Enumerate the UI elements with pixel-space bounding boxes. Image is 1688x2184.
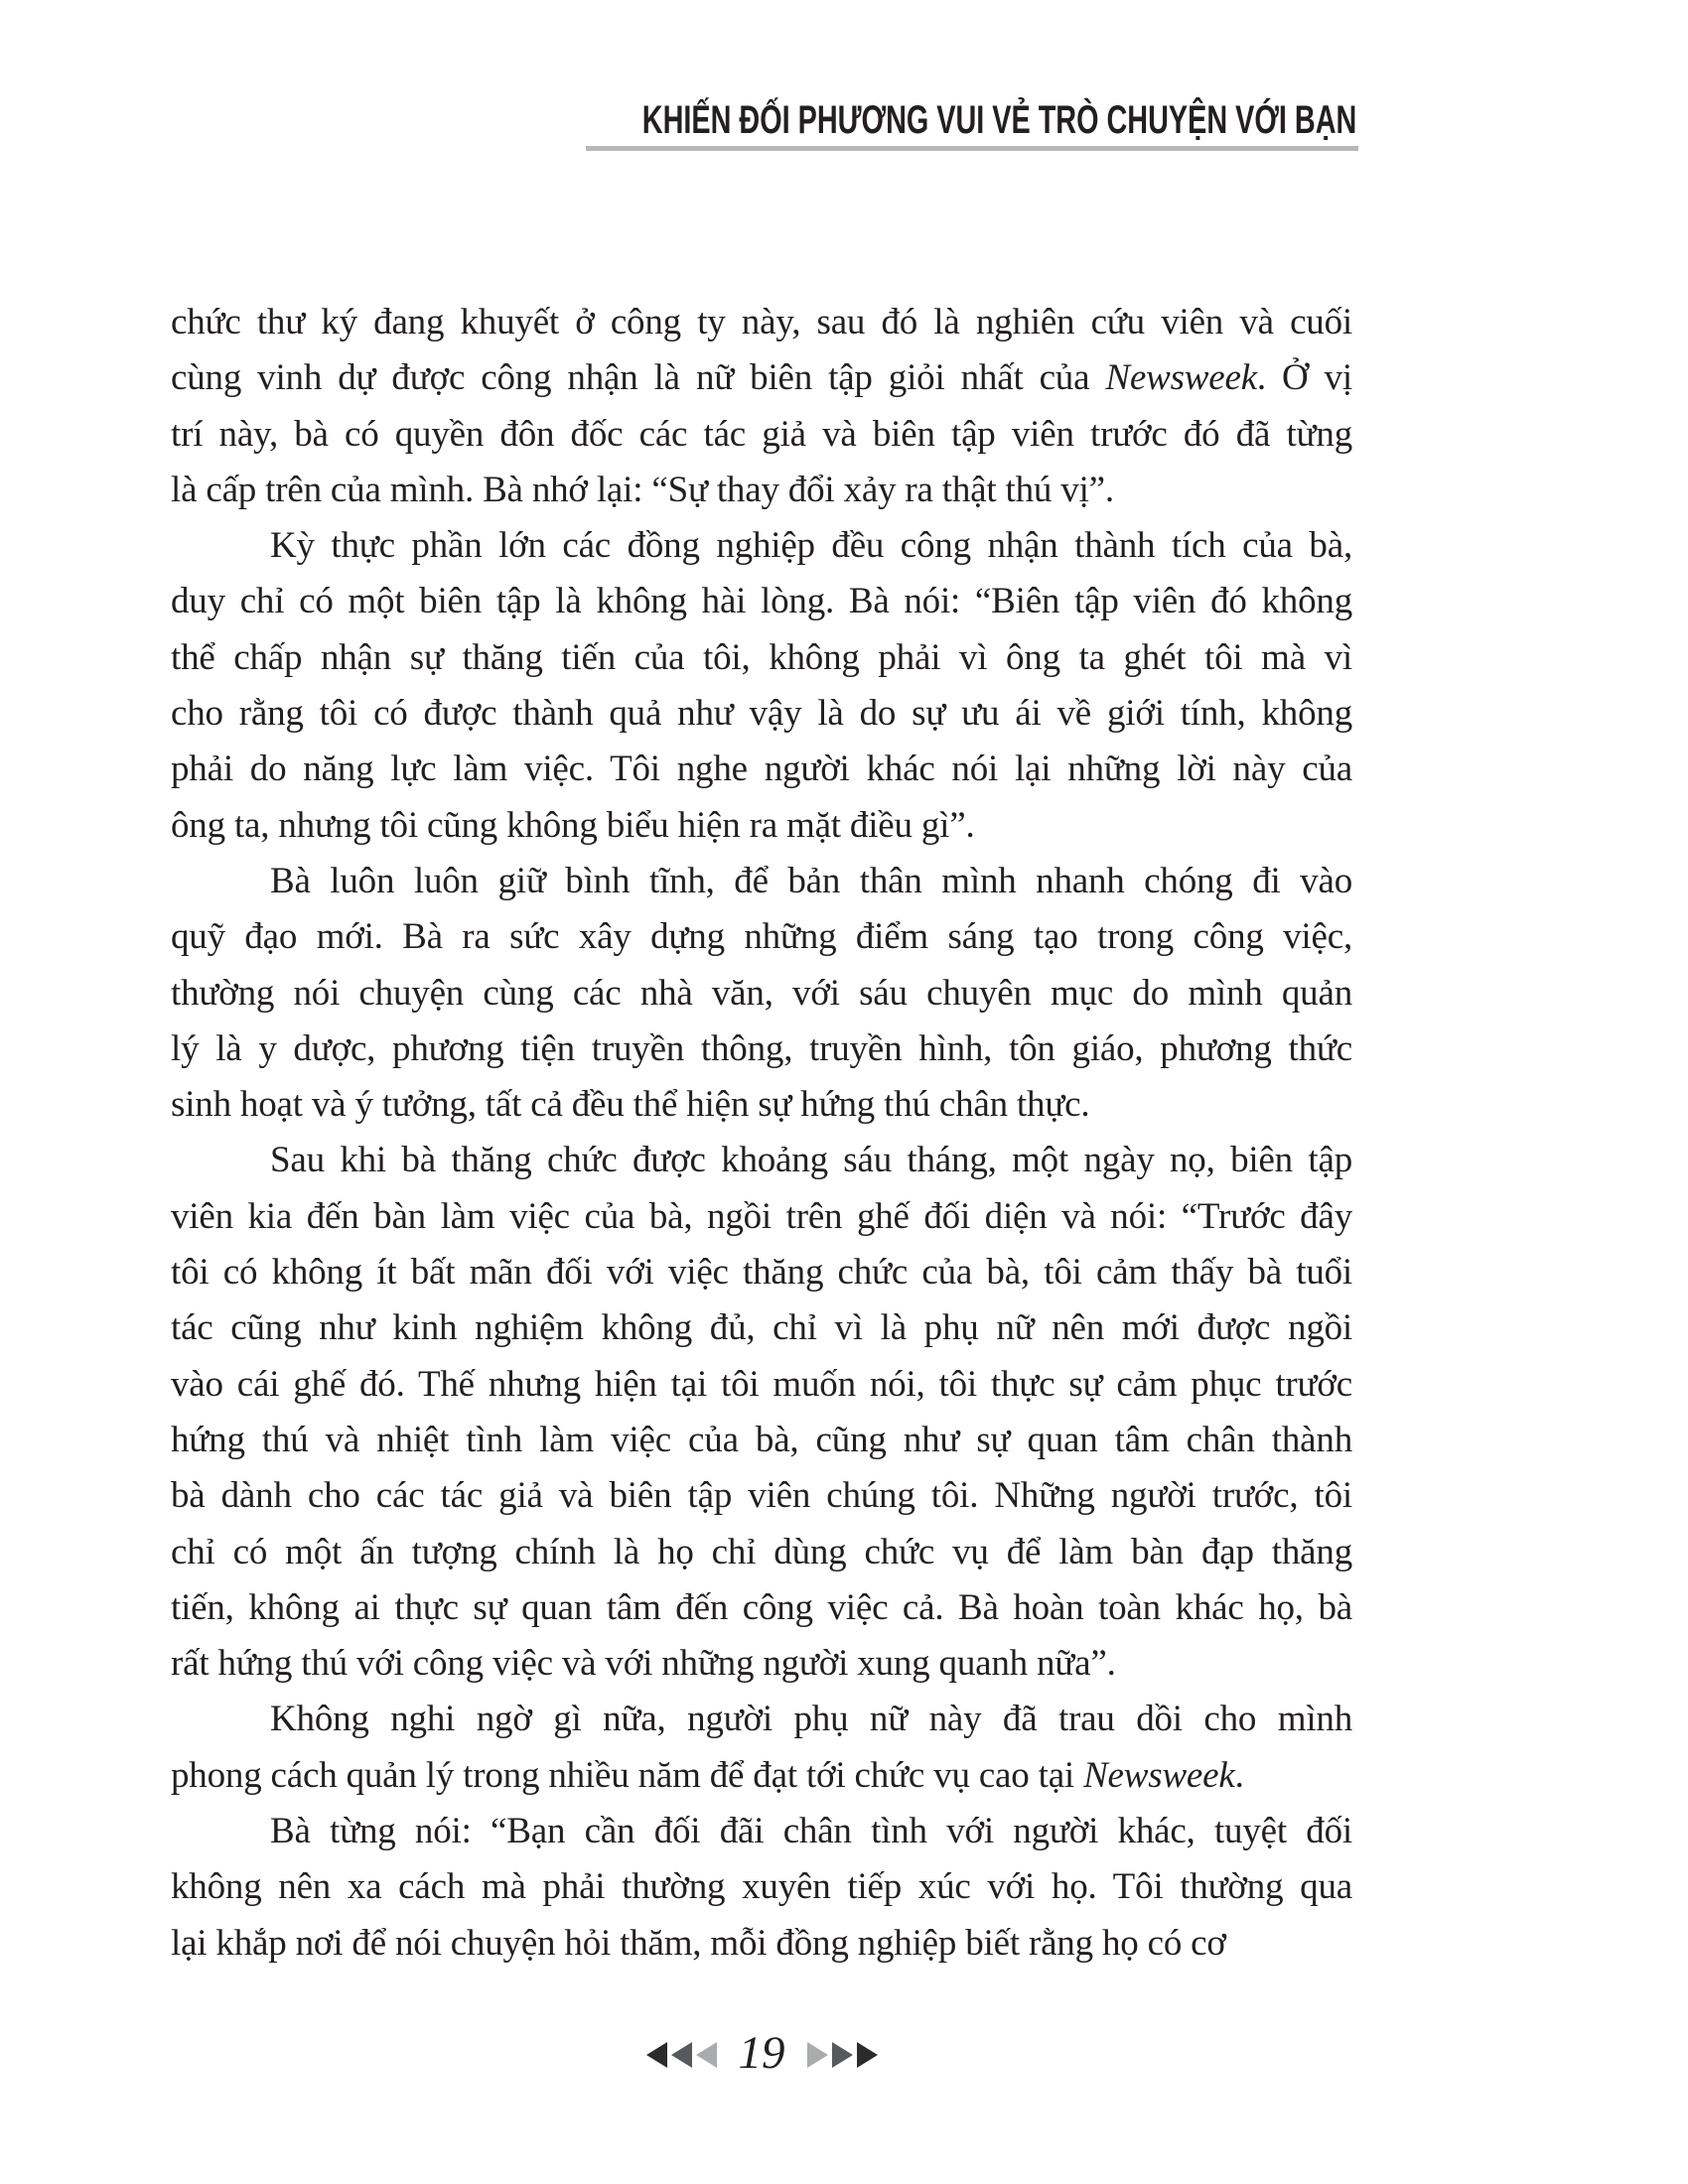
text-line: vào cái ghế đó. Thế nhưng hiện tại tôi muốn nói, tôi thực sự cảm phục trước [171,1363,1352,1405]
text-line: lý là y dược, phương tiện truyền thông, truyền hình, tôn giáo, phương thức [171,1027,1352,1069]
text-line: chức thư ký đang khuyết ở công ty này, sau đó là nghiên cứu viên và cuối [171,302,1352,342]
text-line: Sau khi bà thăng chức được khoảng sáu tháng, một ngày nọ, biên tập [270,1140,1352,1181]
right-triangle-icon-dark [857,2042,878,2068]
text-line: tôi có không ít bất mãn đối với việc thăng chức của bà, tôi cảm thấy bà tuổi [171,1252,1352,1294]
paragraph [171,854,1352,1133]
text-line: không nên xa cách mà phải thường xuyên tiếp xúc với họ. Tôi thường qua [171,1866,1352,1908]
left-triangle-icon-light [696,2042,717,2068]
right-triangle-icon-light [807,2042,828,2068]
text-line: hứng thú và nhiệt tình làm việc của bà, cũng như sự quan tâm chân thành [171,1419,1352,1460]
text-line: cho rằng tôi có được thành quả như vậy là do sự ưu ái về giới tính, không [171,693,1352,735]
text-line: rất hứng thú với công việc và với những người xung quanh nữa”. [171,1643,1116,1685]
paragraph [171,1692,1352,1804]
text-line: Bà từng nói: “Bạn cần đối đãi chân tình với người khác, tuyệt đối [270,1811,1352,1852]
text-line: quỹ đạo mới. Bà ra sức xây dựng những điểm sáng tạo trong công việc, [171,916,1352,958]
text-line: chỉ có một ấn tượng chính là họ chỉ dùng chức vụ để làm bàn đạp thăng [171,1531,1352,1572]
text-line: cùng vinh dự được công nhận là nữ biên tập giỏi nhất của Newsweek. Ở vị [171,357,1352,399]
left-triangle-icon-medium [671,2042,692,2068]
text-line: duy chỉ có một biên tập là không hài lòng. Bà nói: “Biên tập viên đó không [171,581,1352,622]
left-triangle-icon-dark [646,2042,667,2068]
text-line: bà dành cho các tác giả và biên tập viên chúng tôi. Những người trước, tôi [171,1475,1352,1517]
text-line: thể chấp nhận sự thăng tiến của tôi, không phải vì ông ta ghét tôi mà vì [171,636,1352,678]
text-line: thường nói chuyện cùng các nhà văn, với sáu chuyên mục do mình quản [171,972,1352,1014]
text-line: ông ta, nhưng tôi cũng không biểu hiện ra mặt điều gì”. [171,804,975,846]
text-line: Bà luôn luôn giữ bình tĩnh, để bản thân mình nhanh chóng đi vào [270,860,1352,901]
page-footer [171,2026,1352,2079]
text-line: là cấp trên của mình. Bà nhớ lại: “Sự thay đổi xảy ra thật thú vị”. [171,469,1114,510]
text-line: phong cách quản lý trong nhiều năm để đạt tới chức vụ cao tại Newsweek. [171,1754,1244,1796]
text-line: sinh hoạt và ý tưởng, tất cả đều thể hiện sự hứng thú chân thực. [171,1084,1090,1126]
text-line: tác cũng như kinh nghiệm không đủ, chỉ vì là phụ nữ nên mới được ngồi [171,1307,1352,1349]
page-number: 19 [738,2026,785,2079]
paragraph [171,295,1352,518]
header-rule-divider [586,146,1358,151]
right-triangle-icon-medium [832,2042,853,2068]
running-header-title: KHIẾN ĐỐI PHƯƠNG VUI VẺ TRÒ CHUYỆN VỚI BẠN [641,98,1356,142]
body-text [171,295,1352,1972]
paragraph [171,518,1352,854]
paragraph [171,1804,1352,1972]
text-line: phải do năng lực làm việc. Tôi nghe người khác nói lại những lời này của [171,749,1352,790]
text-line: viên kia đến bàn làm việc của bà, ngồi trên ghế đối diện và nói: “Trước đây [171,1195,1352,1237]
text-line: trí này, bà có quyền đôn đốc các tác giả và biên tập viên trước đó đã từng [171,413,1352,455]
text-line: tiến, không ai thực sự quan tâm đến công việc cả. Bà hoàn toàn khác họ, bà [171,1586,1352,1628]
paragraph [171,1133,1352,1692]
text-line: Kỳ thực phần lớn các đồng nghiệp đều công nhận thành tích của bà, [270,525,1352,567]
text-line: lại khắp nơi để nói chuyện hỏi thăm, mỗi đồng nghiệp biết rằng họ có cơ [171,1922,1226,1964]
text-line: Không nghi ngờ gì nữa, người phụ nữ này đã trau dồi cho mình [270,1699,1352,1740]
